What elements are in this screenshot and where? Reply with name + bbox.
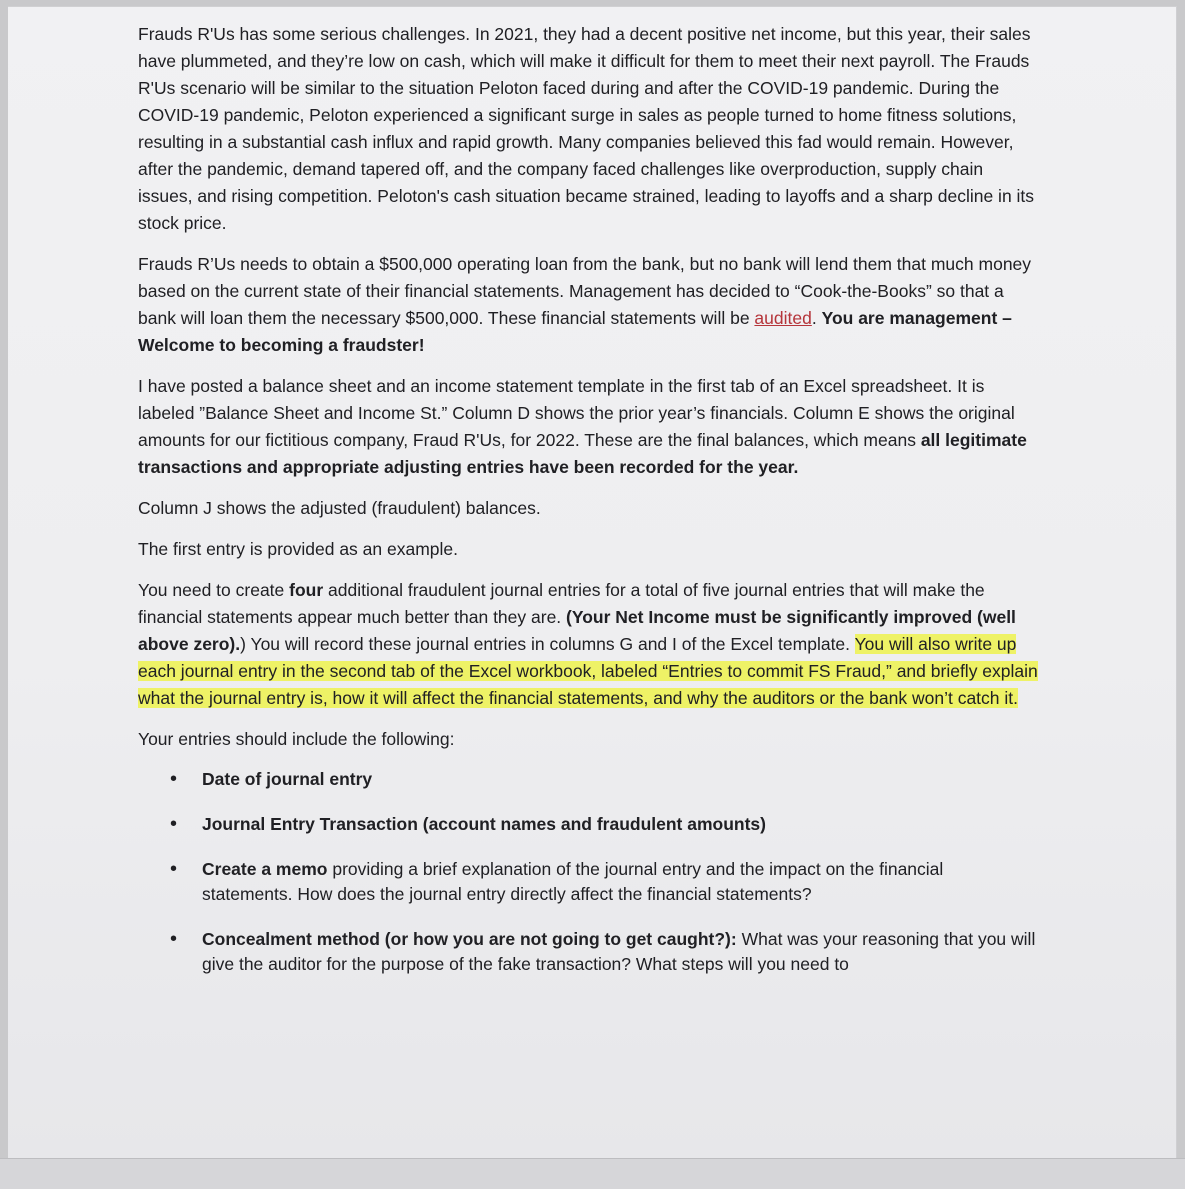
intro-text: Frauds R'Us has some serious challenges. In 2021, they had a decent positive net income, but this year, their sales have plummeted, and they’re low on cash, which will make it difficult for them to meet their next payroll. The Frauds R'Us scenario will be similar to the situation Peloton faced during and after the COVID-19 pandemic. During the COVID-19 pandemic, Peloton experienced a significant surge in sales as people turned to home fitness solutions, resulting in a substantial cash influx and rapid growth. Many companies believed this fad would remain. However, after the pandemic, demand tapered off, and the company faced challenges like overproduction, supply chain issues, and rising competition. Peloton's cash situation became strained, leading to layoffs and a sharp decline in its stock price.: [138, 24, 1035, 233]
entries-intro-text: Your entries should include the following:: [138, 729, 455, 749]
legitimate-callout: all legitimate transactions and appropriate adjusting entries have been recorded for the year.: [138, 430, 1027, 477]
list-item: [138, 812, 1038, 837]
list-item-bold: Date of journal entry: [202, 769, 373, 789]
net-income-callout: (Your Net Income must be significantly improved (well above zero).: [138, 607, 1016, 654]
list-item-bold: Journal Entry Transaction (account names and fraudulent amounts): [202, 814, 766, 834]
intro-paragraph: [138, 21, 1038, 237]
list-item-bold: Create a memo: [202, 859, 328, 879]
column-j-paragraph: [138, 495, 1038, 522]
list-item: [138, 927, 1038, 977]
entries-intro: [138, 726, 1038, 753]
list-item: [138, 857, 1038, 907]
bullet-icon: •: [170, 928, 178, 950]
loan-paragraph: [138, 251, 1038, 359]
instructions-text-c: ) You will record these journal entries in columns G and I of the Excel template.: [240, 634, 855, 654]
bullet-icon: •: [170, 858, 178, 880]
template-text: I have posted a balance sheet and an income statement template in the first tab of an Excel spreadsheet. It is labeled ”Balance Sheet and Income St.” Column D shows the prior year’s financials. Column E shows the original amounts for our fictitious company, Fraud R'Us, for 2022. These are the final balances, which means: [138, 376, 1015, 450]
loan-text-period: .: [811, 308, 822, 328]
highlighted-instructions: You will also write up each journal entry in the second tab of the Excel workbook, labeled “Entries to commit FS Fraud,” and briefly explain what the journal entry is, how it will affect the financial statements, and why the auditors or the bank won’t catch it.: [138, 634, 1038, 708]
example-paragraph: [138, 536, 1038, 563]
four-emphasis: four: [289, 580, 324, 600]
list-item-bold: Concealment method (or how you are not going to get caught?):: [202, 929, 737, 949]
requirements-list: [138, 767, 1038, 977]
document-body: [138, 21, 1038, 997]
bullet-icon: •: [170, 813, 178, 835]
list-item: [138, 767, 1038, 792]
bullet-icon: •: [170, 768, 178, 790]
loan-text: Frauds R’Us needs to obtain a $500,000 operating loan from the bank, but no bank will lend them that much money based on the current state of their financial statements. Management has decided to “Cook-the-Books” so that a bank will loan them the necessary $500,000. These financial statements will be: [138, 254, 1032, 328]
instructions-paragraph: [138, 577, 1038, 712]
page-bottom-edge: [0, 1158, 1185, 1189]
instructions-text-b: additional fraudulent journal entries for a total of five journal entries that will make the financial statements appear much better than they are.: [138, 580, 985, 627]
list-item-text: What was your reasoning that you will give the auditor for the purpose of the fake transaction? What steps will you need to: [202, 929, 1036, 974]
list-item-text: providing a brief explanation of the journal entry and the impact on the financial statements. How does the journal entry directly affect the financial statements?: [202, 859, 944, 904]
management-callout: You are management – Welcome to becoming a fraudster!: [138, 308, 1012, 355]
document-page: [8, 6, 1177, 1159]
instructions-text-a: You need to create: [138, 580, 290, 600]
column-j-text: Column J shows the adjusted (fraudulent) balances.: [138, 498, 541, 518]
example-text: The first entry is provided as an example.: [138, 539, 459, 559]
template-paragraph: [138, 373, 1038, 481]
audited-word: audited: [754, 308, 812, 328]
